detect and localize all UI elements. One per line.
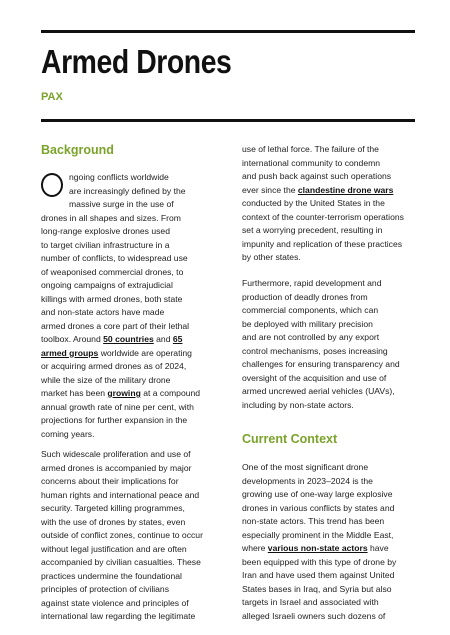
background-paragraph-2: Such widescale proliferation and use of armed drones is accompanied by major concerns about their implications for human rights and international peace and security. Targeted killing programmes, with the use of drones by states, even outside of conflict zones, continue to occur without legal justification and are often accompanied by civilian casualties. These practices undermine the foundational principles of protection of civilians against state violence and principles of international law regarding the legitimate [41,449,203,621]
top-rule [41,30,415,33]
background-paragraph-1: ngoing conflicts worldwide are increasingly defined by the massive surge in the use of drones in all shapes and sizes. From long-range explosive drones used to target civilian infrastructure in a number of conflicts, to widespread use of weaponised commercial drones, to ongoing campaigns of extrajudicial killings with armed drones, both state and non-state actors have made armed drones a core part of their lethal toolbox. Around 50 countries and 65 armed groups worldwide are operating or acquiring armed drones as of 2024, while the size of the military drone market has been growing at a compound annual growth rate of nine per cent, with projections for further expansion in the coming years. [41,172,201,439]
background-paragraph-4: Furthermore, rapid development and production of deadly drones from commercial components, which can be deployed with military precision and are not controlled by any export control mechanisms, poses increasing challenges for ensuring transparency and oversight of the acquisition and use of armed uncrewed aerial vehicles (UAVs), including by non-state actors. [242,278,400,410]
section-heading-background: Background [41,143,114,157]
current-context-paragraph: One of the most significant drone developments in 2023–2024 is the growing use of one-way large explosive drones in various conflicts by states and non-state actors. This trend has been especially prominent in the Middle East, where various non-state actors have been equipped with this type of drone by Iran and have used them against United States bases in Iraq, and Syria but also targets in Israel and associated with alleged Israeli owners such dozens of [242,462,397,621]
background-paragraph-3: use of lethal force. The failure of the international community to condemn and push back against such operations ever since the clandestine drone wars conducted by the United States in the context of the counter-terrorism operations set a worrying precedent, resulting in impunity and replication of these practices by other states. [242,144,404,262]
organization-name: PAX [41,91,63,103]
header-rule [41,119,415,122]
link-various-non-state-actors[interactable]: various non-state actors [267,543,368,553]
link-65-armed-groups[interactable]: 65 [172,334,183,344]
section-heading-current-context: Current Context [242,432,338,446]
link-armed-groups[interactable]: armed groups [41,347,99,358]
link-growing[interactable]: growing [107,388,141,398]
link-50-countries[interactable]: 50 countries [103,334,154,344]
page-title: Armed Drones [41,43,232,80]
link-clandestine-drone-wars[interactable]: clandestine drone wars [297,184,394,195]
